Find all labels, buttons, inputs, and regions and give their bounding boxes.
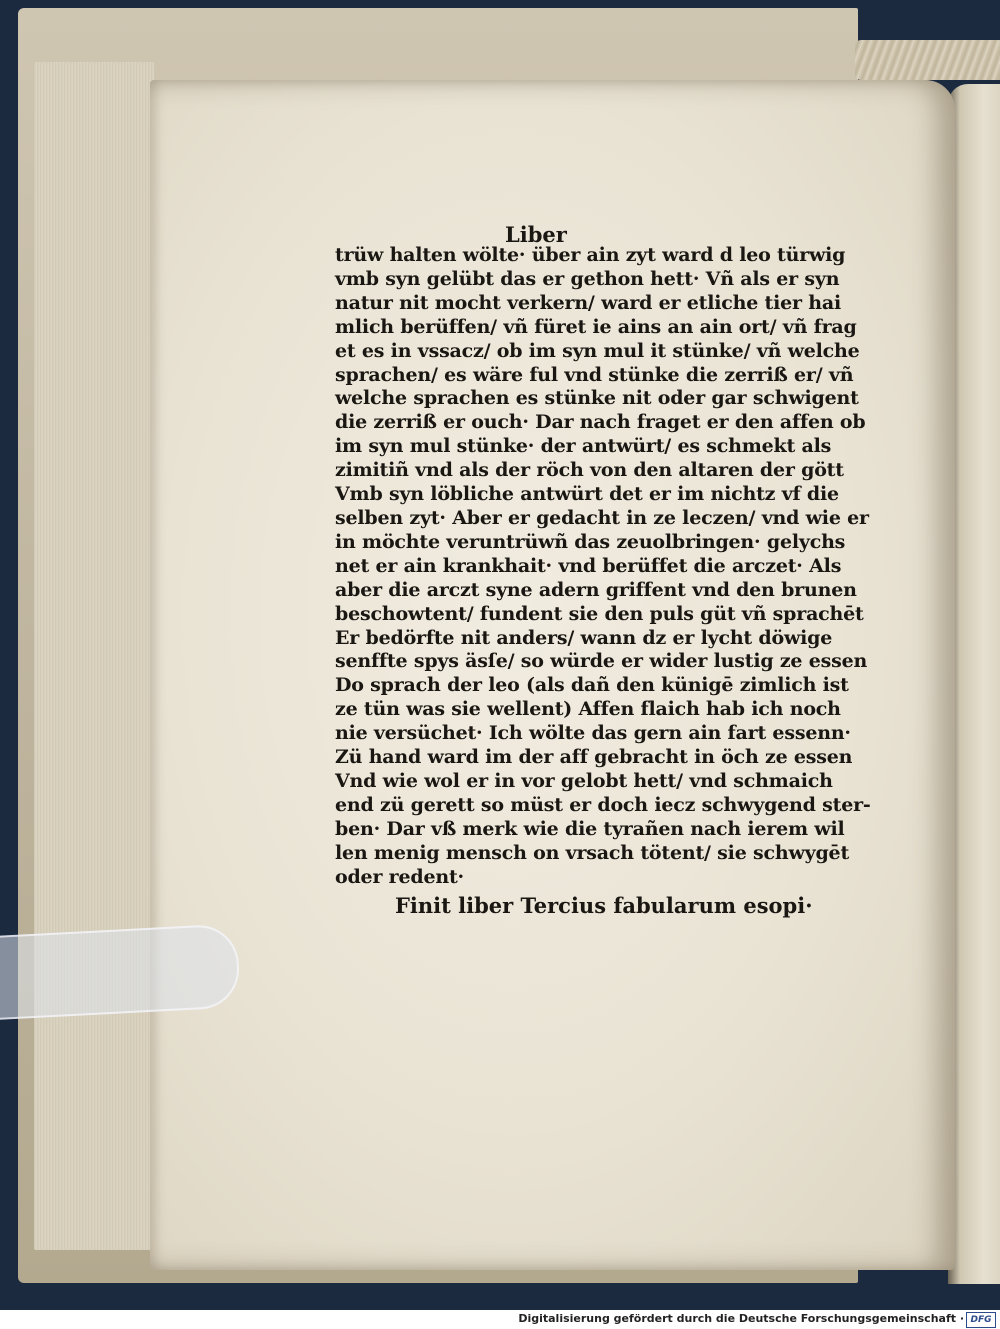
text-line: ze tün was sie wellent) Affen flaich hab ich noch [335, 698, 841, 721]
text-line: vmb syn gelübt das er gethon hett· Vñ als er syn [335, 267, 840, 290]
text-line: selben zyt· Aber er gedacht in ze leczen/ vnd wie er [335, 506, 869, 529]
text-line: die zerriß er ouch· Dar nach fraget er den affen ob [335, 411, 866, 434]
text-line: Vnd wie wol er in vor gelobt hett/ vnd schmaich [335, 769, 833, 792]
text-line: Zü hand ward im der aff gebracht in öch ze essen [335, 746, 853, 769]
facing-page-edge [948, 84, 1000, 1284]
text-line: in möchte veruntrüwñ das zeuolbringen· gelychs [335, 530, 846, 553]
text-line: len menig mensch on vrsach tötent/ sie schwygēt [335, 841, 850, 864]
text-line: im syn mul stünke· der antwürt/ es schmekt als [335, 435, 832, 458]
page-text [335, 244, 871, 889]
text-line: mlich berüffen/ vñ füret ie ains an ain ort/ vñ frag [335, 315, 857, 338]
text-line: nie versüchet· Ich wölte das gern ain fart essenn· [335, 722, 851, 745]
text-line: senffte spys äsſe/ so würde er wider lustig ze essen [335, 650, 868, 673]
text-line: oder redent· [335, 865, 464, 888]
text-line: aber die arczt syne adern griffent vnd den brunen [335, 578, 857, 601]
text-line: et es in vssacz/ ob im syn mul it stünke/ vñ welche [335, 339, 860, 362]
text-line: Vmb syn löbliche antwürt det er im nichtz vf die [335, 483, 839, 506]
page-edges [34, 62, 154, 1250]
text-line: net er ain krankhait· vnd berüffet die arczet· Als [335, 554, 842, 577]
text-line: trüw halten wölte· über ain zyt ward d leo türwig [335, 244, 846, 266]
text-line: ben· Dar vß merk wie die tyrañen nach ierem wil [335, 817, 845, 840]
book-spine-top [855, 40, 1000, 80]
footer-bar [0, 1310, 1000, 1329]
text-line: zimitiñ vnd als der röch von den altaren der gött [335, 459, 844, 482]
text-line: welche sprachen es stünke nit oder gar schwigent [335, 387, 859, 410]
page-holder-strip [0, 923, 241, 1020]
colophon-line: Finit liber Tercius fabularum esopi· [395, 893, 813, 918]
text-line: Er bedörfte nit anders/ wann dz er lycht döwige [335, 626, 833, 649]
text-line: beschowtent/ fundent sie den puls güt vñ sprachēt [335, 602, 864, 625]
text-line: Do sprach der leo (als dañ den künigē zimlich ist [335, 674, 849, 697]
text-line: sprachen/ es wäre ful vnd stünke die zerriß er/ vñ [335, 363, 854, 386]
running-head: Liber [505, 222, 567, 247]
dfg-logo: DFG [966, 1312, 996, 1328]
text-line: natur nit mocht verkern/ ward er etliche tier hai [335, 291, 842, 314]
funding-credit: Digitalisierung gefördert durch die Deutsche Forschungsgemeinschaft · [518, 1312, 964, 1325]
text-line: end zü gerett so müst er doch iecz schwygend ster- [335, 793, 871, 816]
